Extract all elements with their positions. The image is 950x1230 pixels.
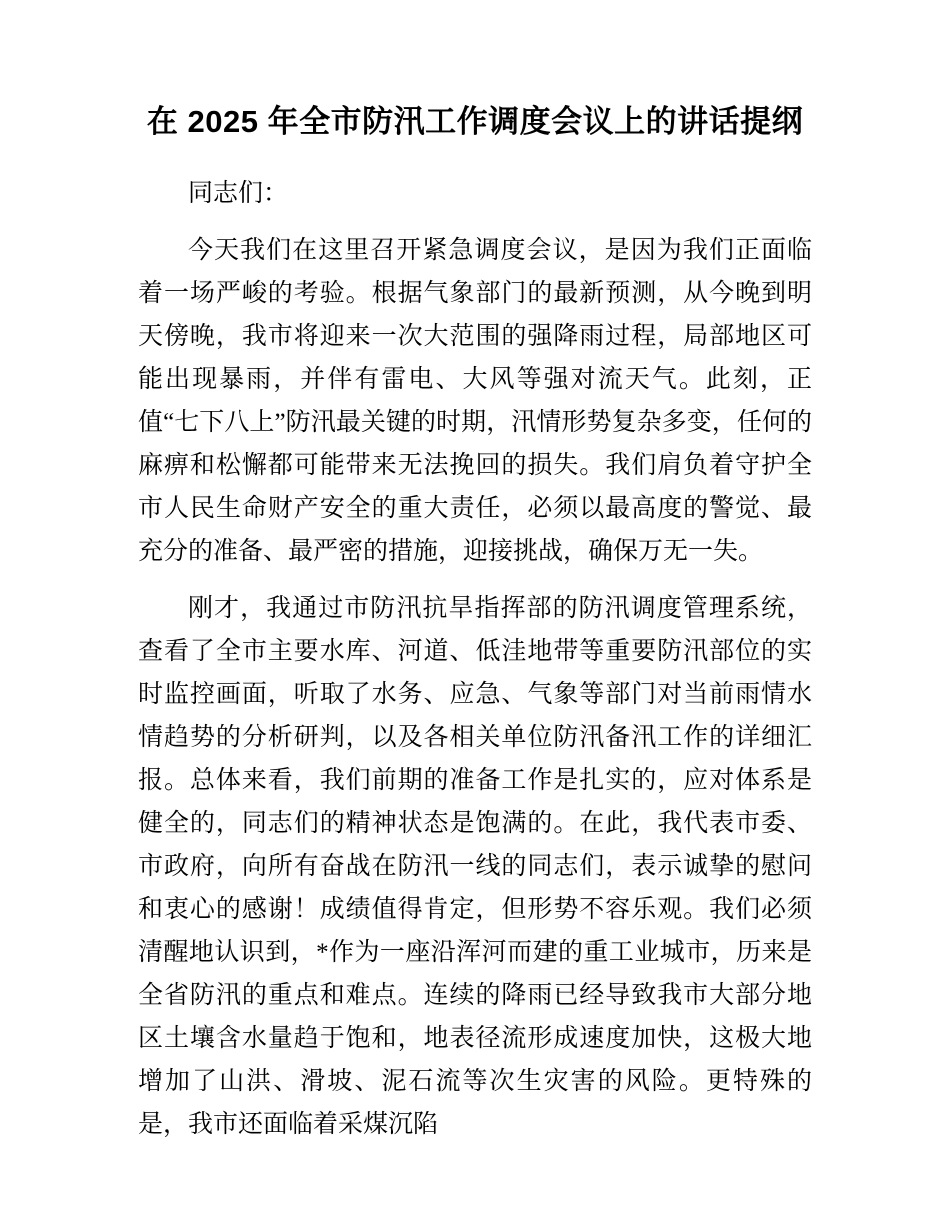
paragraph-situation: 刚才，我通过市防汛抗旱指挥部的防汛调度管理系统，查看了全市主要水库、河道、低洼地带等重要防汛部位的实时监控画面，听取了水务、应急、气象等部门对当前雨情水情趋势的分析研判，以及各相关单位防汛备汛工作的详细汇报。总体来看，我们前期的准备工作是扎实的，应对体系是健全的，同志们的精神状态是饱满的。在此，我代表市委、市政府，向所有奋战在防汛一线的同志们，表示诚挚的慰问和衷心的感谢！成绩值得肯定，但形势不容乐观。我们必须清醒地认识到，*作为一座沿浑河而建的重工业城市，历来是全省防汛的重点和难点。连续的降雨已经导致我市大部分地区土壤含水量趋于饱和，地表径流形成速度加快，这极大地增加了山洪、滑坡、泥石流等次生灾害的风险。更特殊的是，我市还面临着采煤沉陷 <box>138 595 812 1139</box>
paragraph-opening: 今天我们在这里召开紧急调度会议，是因为我们正面临着一场严峻的考验。根据气象部门的最新预测，从今晚到明天傍晚，我市将迎来一次大范围的强降雨过程，局部地区可能出现暴雨，并伴有雷电、大风等强对流天气。此刻，正值“七下八上”防汛最关键的时期，汛情形势复杂多变，任何的麻痹和松懈都可能带来无法挽回的损失。我们肩负着守护全市人民生命财产安全的重大责任，必须以最高度的警觉、最充分的准备、最严密的措施，迎接挑战，确保万无一失。 <box>138 237 812 566</box>
paragraph-salutation: 同志们： <box>188 180 289 208</box>
document-body <box>138 172 812 1146</box>
document-title: 在 2025 年全市防汛工作调度会议上的讲话提纲 <box>146 104 804 139</box>
